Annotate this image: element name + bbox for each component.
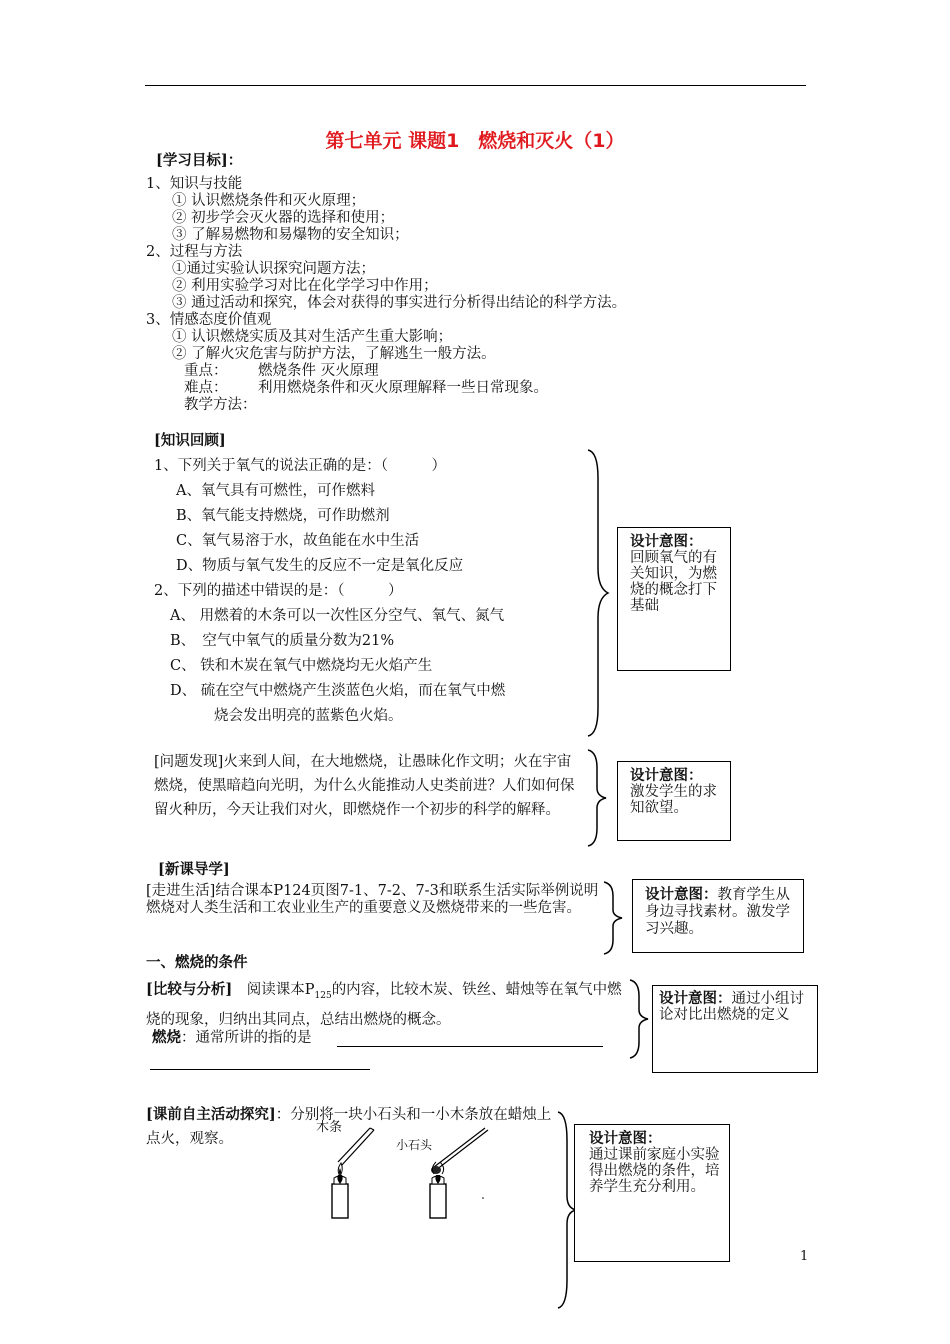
burn-definition [152, 1030, 312, 1046]
compare-analyze-label: [比较与分析] [146, 981, 233, 998]
objective-item: ② 了解火灾危害与防护方法，了解逃生一般方法。 [172, 346, 496, 362]
objective-item: ③ 通过活动和探究，体会对获得的事实进行分析得出结论的科学方法。 [172, 295, 627, 311]
question-2-option-a: A、 用燃着的木条可以一次性区分空气、氧气、氮气 [170, 608, 505, 624]
question-2-option-d-cont: 烧会发出明亮的蓝紫色火焰。 [214, 708, 403, 724]
burn-label: 燃烧 [152, 1029, 181, 1046]
design-intent-text: 教育学生从身边寻找素材。激发学习兴趣。 [645, 887, 790, 937]
answer-line [337, 1046, 603, 1047]
objective-item: ③ 了解易燃物和易爆物的安全知识； [172, 227, 409, 243]
design-intent-box-1 [617, 527, 731, 671]
burn-text: ：通常所讲的指的是 [181, 1030, 312, 1046]
objectives-heading: [学习目标]： [156, 152, 243, 169]
key-point-text: 燃烧条件 灭火原理 [258, 363, 379, 379]
compare-analyze [146, 978, 626, 1032]
objective-section-1: 1、知识与技能 [146, 176, 243, 192]
objective-item: ①通过实验认识探究问题方法； [172, 261, 375, 277]
design-intent-title: 设计意图： [659, 990, 732, 1007]
stone-label: 小石头 [396, 1138, 433, 1152]
design-intent-box-5 [574, 1124, 730, 1262]
question-1: 1、下列关于氧气的说法正确的是：（ ） [154, 458, 446, 474]
design-intent-title: 设计意图： [645, 886, 718, 903]
problem-discovery [154, 750, 578, 822]
problem-discovery-label: [问题发现] [154, 754, 224, 770]
design-intent-title: 设计意图： [589, 1130, 662, 1147]
design-intent-text: 通过课前家庭小实验得出燃烧的条件，培养学生充分利用。 [589, 1147, 720, 1195]
design-intent-text: 通过小组讨论对比出燃烧的定义 [659, 991, 804, 1023]
compare-subscript: 125 [314, 990, 332, 1001]
design-intent-box-3 [632, 879, 804, 953]
difficulty-label: 难点： [184, 380, 228, 396]
objective-item: ② 初步学会灭火器的选择和使用； [172, 210, 395, 226]
design-intent-text: 回顾氧气的有关知识，为燃烧的概念打下基础 [630, 550, 717, 614]
design-intent-title: 设计意图： [630, 767, 703, 784]
page-number: 1 [800, 1249, 809, 1264]
question-1-option-a: A、氧气具有可燃性，可作燃料 [176, 483, 375, 499]
question-2: 2、下列的描述中错误的是：（ ） [154, 583, 403, 599]
key-point-label: 重点： [184, 363, 228, 379]
section-heading: 一、燃烧的条件 [146, 954, 248, 971]
curly-brace-icon [602, 880, 624, 956]
objective-item: ① 认识燃烧条件和灭火原理； [172, 193, 366, 209]
wood-stick-candle [332, 1128, 374, 1218]
curly-brace-icon [586, 448, 610, 738]
compare-text-part-2: 的内容，比较木炭、铁丝、蜡烛等在氧气中燃烧的现象，归纳出其同点，总结出燃烧的概念。 [146, 982, 622, 1028]
curly-brace-icon [628, 978, 650, 1060]
page-title: 第七单元 课题1 燃烧和灭火（1） [325, 130, 625, 152]
pre-class-activity-label: [课前自主活动探究] [146, 1106, 276, 1123]
objective-item: ② 利用实验学习对比在化学学习中作用； [172, 278, 438, 294]
design-intent-title: 设计意图： [630, 533, 703, 550]
into-life [146, 883, 600, 917]
objective-item: ① 认识燃烧实质及其对生活产生重大影响； [172, 329, 453, 345]
compare-text-part-1: 阅读课本P [246, 982, 315, 998]
question-1-option-d: D、物质与氧气发生的反应不一定是氧化反应 [176, 558, 464, 574]
into-life-label: [走进生活] [146, 883, 216, 899]
design-intent-text: 激发学生的求知欲望。 [630, 784, 717, 816]
wood-stick-label: 木条 [316, 1120, 343, 1135]
pre-class-activity-text: ：分别将一块小石头和一小木条放在蜡烛上点火，观察。 [146, 1107, 552, 1147]
curly-brace-icon [586, 748, 608, 848]
objective-section-2: 2、过程与方法 [146, 244, 243, 260]
problem-discovery-text: 火来到人间，在大地燃烧，让愚昧化作文明；火在宇宙燃烧，使黑暗趋向光明，为什么火能推动人史类前进？人们如何保留火种历，今天让我们对火，即燃烧作一个初步的科学的解释。 [154, 754, 575, 818]
question-1-option-b: B、氧气能支持燃烧，可作助燃剂 [176, 508, 390, 524]
teaching-method-label: 教学方法： [184, 397, 257, 413]
question-1-option-c: C、氧气易溶于水，故鱼能在水中生活 [176, 533, 420, 549]
difficulty-text: 利用燃烧条件和灭火原理解释一些日常现象。 [258, 380, 548, 396]
into-life-text: 结合课本P124页图7-1、7-2、7-3和联系生活实际举例说明燃烧对人类生活和工农业业生产的重要意义及燃烧带来的一些危害。 [146, 883, 599, 916]
stone-candle [430, 1128, 488, 1218]
question-2-option-c: C、 铁和木炭在氧气中燃烧均无火焰产生 [170, 658, 433, 674]
new-lesson-heading: [新课导学] [158, 861, 230, 878]
design-intent-box-4 [652, 985, 818, 1073]
question-2-option-b: B、 空气中氧气的质量分数为21% [170, 633, 395, 649]
question-2-option-d: D、 硫在空气中燃烧产生淡蓝色火焰，而在氧气中燃 [170, 683, 506, 699]
header-rule [145, 85, 806, 86]
objective-section-3: 3、情感态度价值观 [146, 312, 272, 328]
answer-line [150, 1069, 370, 1070]
review-heading: [知识回顾] [154, 432, 226, 449]
design-intent-box-2 [617, 761, 731, 841]
